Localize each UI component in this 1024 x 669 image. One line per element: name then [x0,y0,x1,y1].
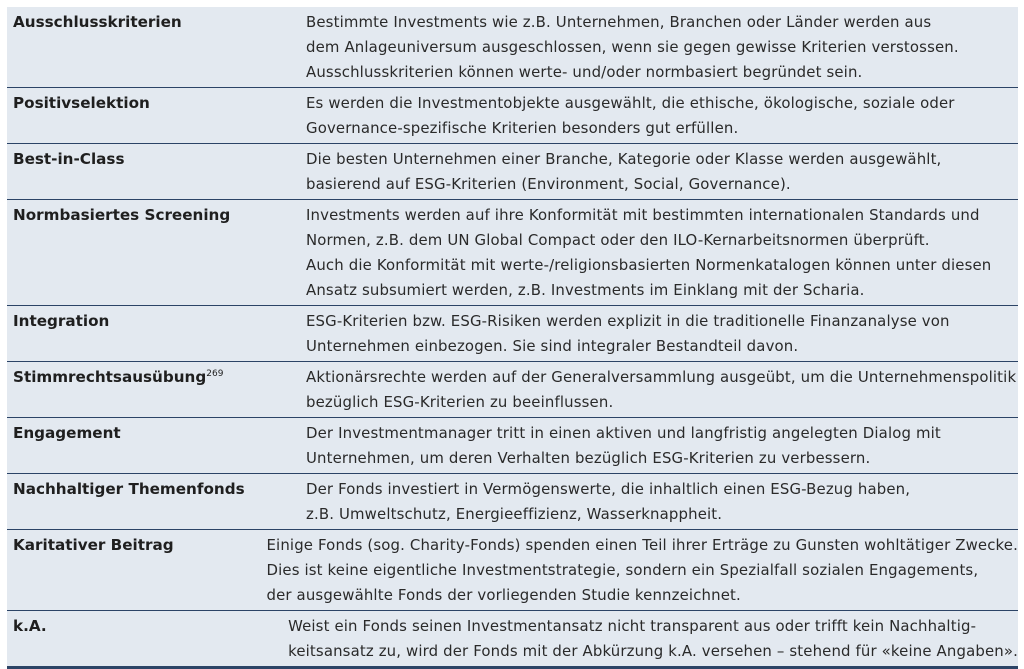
description-line: Der Fonds investiert in Vermögenswerte, die inhaltlich einen ESG-Bezug haben, [306,480,911,498]
description-cell [300,309,1018,359]
description-cell [300,365,1018,415]
description-line: Der Investmentmanager tritt in einen aktiven und langfristig angelegten Dialog mit [306,424,941,442]
table-row [7,87,1018,143]
term-label: Positivselektion [13,94,150,112]
term-cell [7,421,300,471]
term-label: Engagement [13,424,121,442]
description-cell [300,10,1018,85]
description-line: keitsansatz zu, wird der Fonds mit der Abkürzung k.A. versehen – stehend für «keine Angaben». [288,642,1018,660]
description-line: Bestimmte Investments wie z.B. Unternehmen, Branchen oder Länder werden aus [306,13,932,31]
description-cell [300,203,1018,303]
description-line: z.B. Umweltschutz, Energieeffizienz, Wasserknappheit. [306,505,723,523]
description-line: Governance-spezifische Kriterien besonders gut erfüllen. [306,119,739,137]
term-cell [7,365,300,415]
description-cell [300,147,1018,197]
term-label: k.A. [13,617,47,635]
term-label: Karitativer Beitrag [13,536,174,554]
table-row [7,305,1018,361]
table-row [7,529,1018,610]
description-line: Normen, z.B. dem UN Global Compact oder den ILO-Kernarbeitsnormen überprüft. [306,231,930,249]
table-row [7,473,1018,529]
description-line: Es werden die Investmentobjekte ausgewählt, die ethische, ökologische, soziale oder [306,94,955,112]
table-row [7,610,1018,666]
description-line: Die besten Unternehmen einer Branche, Kategorie oder Klasse werden ausgewählt, [306,150,942,168]
description-line: ESG-Kriterien bzw. ESG-Risiken werden explizit in die traditionelle Finanzanalyse von [306,312,950,330]
term-label: Nachhaltiger Themenfonds [13,480,245,498]
description-cell [260,533,1018,608]
footnote-marker: 269 [206,369,224,379]
term-cell [7,533,260,608]
description-line: dem Anlageuniversum ausgeschlossen, wenn sie gegen gewisse Kriterien verstossen. [306,38,959,56]
table-row [7,143,1018,199]
description-line: Weist ein Fonds seinen Investmentansatz nicht transparent aus oder trifft kein Nachhaltig- [288,617,977,635]
term-label: Normbasiertes Screening [13,206,231,224]
description-line: Einige Fonds (sog. Charity-Fonds) spenden einen Teil ihrer Erträge zu Gunsten wohltätiger Zwecke. [266,536,1018,554]
term-cell [7,309,300,359]
definitions-table [7,7,1018,669]
description-line: Ausschlusskriterien können werte- und/oder normbasiert begründet sein. [306,63,863,81]
table-row [7,199,1018,305]
term-label: Integration [13,312,110,330]
term-label: Best-in-Class [13,150,125,168]
term-cell [7,203,300,303]
table-row [7,7,1018,87]
term-cell [7,10,300,85]
term-cell [7,477,300,527]
description-line: Aktionärsrechte werden auf der Generalversammlung ausgeübt, um die Unternehmenspolitik [306,368,1017,386]
description-cell [300,91,1018,141]
description-line: der ausgewählte Fonds der vorliegenden Studie kennzeichnet. [266,586,741,604]
term-label: Stimmrechtsausübung [13,368,207,386]
description-line: Ansatz subsumiert werden, z.B. Investments im Einklang mit der Scharia. [306,281,865,299]
description-cell [300,477,1018,527]
description-line: Unternehmen einbezogen. Sie sind integraler Bestandteil davon. [306,337,799,355]
description-line: Auch die Konformität mit werte-/religionsbasierten Normenkatalogen können unter diesen [306,256,992,274]
description-line: bezüglich ESG-Kriterien zu beeinflussen. [306,393,614,411]
table-row [7,361,1018,417]
table-row [7,417,1018,473]
description-line: Investments werden auf ihre Konformität mit bestimmten internationalen Standards und [306,206,980,224]
table-body [7,7,1018,666]
description-cell [300,421,1018,471]
term-cell [7,147,300,197]
term-cell [7,91,300,141]
description-line: Dies ist keine eigentliche Investmentstrategie, sondern ein Spezialfall sozialen Engagements, [266,561,979,579]
term-label: Ausschlusskriterien [13,13,182,31]
description-line: basierend auf ESG-Kriterien (Environment, Social, Governance). [306,175,791,193]
description-line: Unternehmen, um deren Verhalten bezüglich ESG-Kriterien zu verbessern. [306,449,871,467]
